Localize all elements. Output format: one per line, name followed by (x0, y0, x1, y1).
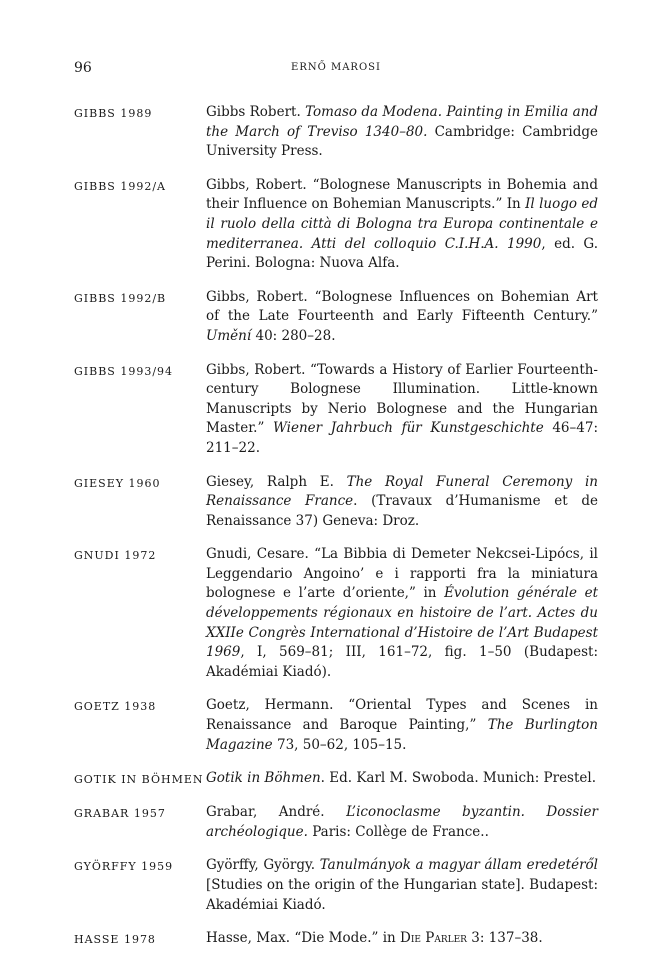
entry-key: GOTIK IN BÖHMEN (74, 773, 204, 787)
italic-title: The Burlington Magazine (206, 717, 598, 753)
reference-text: 3: 137–38. (466, 930, 543, 947)
bibliography-entry (74, 769, 598, 789)
reference-text: 40: 280–28. (251, 327, 336, 344)
entry-reference (206, 696, 598, 755)
italic-title: Tomaso da Modena. Painting in Emilia and the March of Treviso 1340–80. (206, 104, 598, 140)
bibliography-list (74, 103, 598, 963)
entry-reference (206, 929, 598, 949)
reference-text: , ed. G. Perini. Bologna: Nuova Alfa. (206, 235, 599, 272)
entry-key: GIBBS 1992/B (74, 291, 167, 305)
reference-text: Gnudi, Cesare. “La Bibbia di Demeter Nekcsei-Lipócs, il Leggendario Angoino’ e i rapporti fra la miniatura bolognese e l’arte d’oriente,” in (206, 546, 598, 602)
bibliography-entry (74, 856, 598, 915)
reference-text: , I, 569–81; III, 161–72, fig. 1–50 (Budapest: Akadémiai Kiadó). (206, 644, 598, 680)
entry-reference (206, 361, 598, 459)
bibliography-entry (74, 103, 598, 162)
bibliography-entry (74, 361, 598, 459)
reference-text: Gibbs Robert. (206, 104, 306, 120)
reference-text: Gibbs, Robert. “Bolognese Influences on Bohemian Art of the Late Fourteenth and Early Fifteenth Century.” (206, 288, 598, 325)
entry-reference (206, 545, 598, 682)
page-header (74, 60, 598, 80)
reference-text: . (Travaux d’Humanisme et de Renaissance 37) Geneva: Droz. (206, 493, 598, 529)
reference-text: Grabar, André. (206, 804, 347, 821)
bibliography-entry (74, 803, 598, 842)
entry-reference (206, 176, 598, 274)
reference-text: 73, 50–62, 105–15. (272, 736, 407, 753)
italic-title: Wiener Jahrbuch für Kunstgeschichte (273, 420, 544, 437)
reference-text: Gibbs, Robert. “Bolognese Manuscripts in Bohemia and their Influence on Bohemian Manuscripts.” In (206, 176, 598, 213)
bibliography-entry (74, 473, 598, 532)
reference-text: Gibbs, Robert. “Towards a History of Earlier Fourteenth-century Bolognese Illumination. Little-known Manuscripts by Nerio Bolognese and the Hungarian Master.” (206, 361, 598, 437)
reference-text: Giesey, Ralph E. (206, 473, 347, 490)
reference-text: Cambridge: Cambridge University Press. (206, 123, 598, 160)
entry-key: GRABAR 1957 (74, 807, 166, 821)
running-head: ERNŐ MAROSI (291, 62, 381, 73)
bibliography-entry (74, 696, 598, 755)
reference-text: Hasse, Max. “Die Mode.” in (206, 930, 401, 947)
italic-title: Il luogo ed il ruolo della città di Bologna tra Europa continentale e mediterranea. Atti del colloquio C.I.H.A. 1990 (206, 196, 598, 252)
entry-key: GIBBS 1993/94 (74, 364, 174, 378)
reference-text: [Studies on the origin of the Hungarian state]. Budapest: Akadémiai Kiadó. (206, 877, 598, 913)
bibliography-entry (74, 288, 598, 347)
entry-key: GOETZ 1938 (74, 700, 157, 714)
entry-reference (206, 103, 598, 162)
entry-key: GNUDI 1972 (74, 549, 157, 563)
reference-text: . Ed. Karl M. Swoboda. Munich: Prestel. (320, 770, 597, 787)
reference-text: Paris: Collège de France.. (307, 823, 489, 840)
page-number: 96 (74, 60, 92, 76)
italic-title: Évolution générale et développements régionaux en histoire de l’art. Actes du XXIIe Congrès International d’Histoire de l’Art Budapest 1969 (206, 585, 598, 661)
entry-key: GIBBS 1992/A (74, 179, 166, 193)
italic-title: Tanulmányok a magyar állam eredetéről (319, 857, 598, 874)
entry-reference (206, 856, 598, 915)
bibliography-entry (74, 929, 598, 949)
small-caps-text: Die Parler (400, 930, 467, 947)
reference-text: Györffy, György. (206, 857, 320, 874)
entry-reference (206, 769, 598, 789)
entry-reference (206, 473, 598, 532)
entry-reference (206, 288, 598, 347)
entry-key: GIBBS 1989 (74, 107, 153, 120)
reference-text: 46–47: 211–22. (206, 420, 598, 456)
entry-key: GIESEY 1960 (74, 476, 161, 490)
entry-key: HASSE 1978 (74, 933, 156, 947)
italic-title: Gotik in Böhmen (206, 770, 321, 787)
entry-key: GYÖRFFY 1959 (74, 860, 174, 874)
reference-text: Goetz, Hermann. “Oriental Types and Scenes in Renaissance and Baroque Painting,” (206, 697, 598, 734)
italic-title: L’iconoclasme byzantin. Dossier archéologique. (206, 804, 599, 840)
italic-title: The Royal Funeral Ceremony in Renaissance France (206, 473, 598, 510)
italic-title: Umění (206, 327, 252, 344)
bibliography-entry (74, 545, 598, 682)
bibliography-entry (74, 176, 598, 274)
entry-reference (206, 803, 598, 842)
